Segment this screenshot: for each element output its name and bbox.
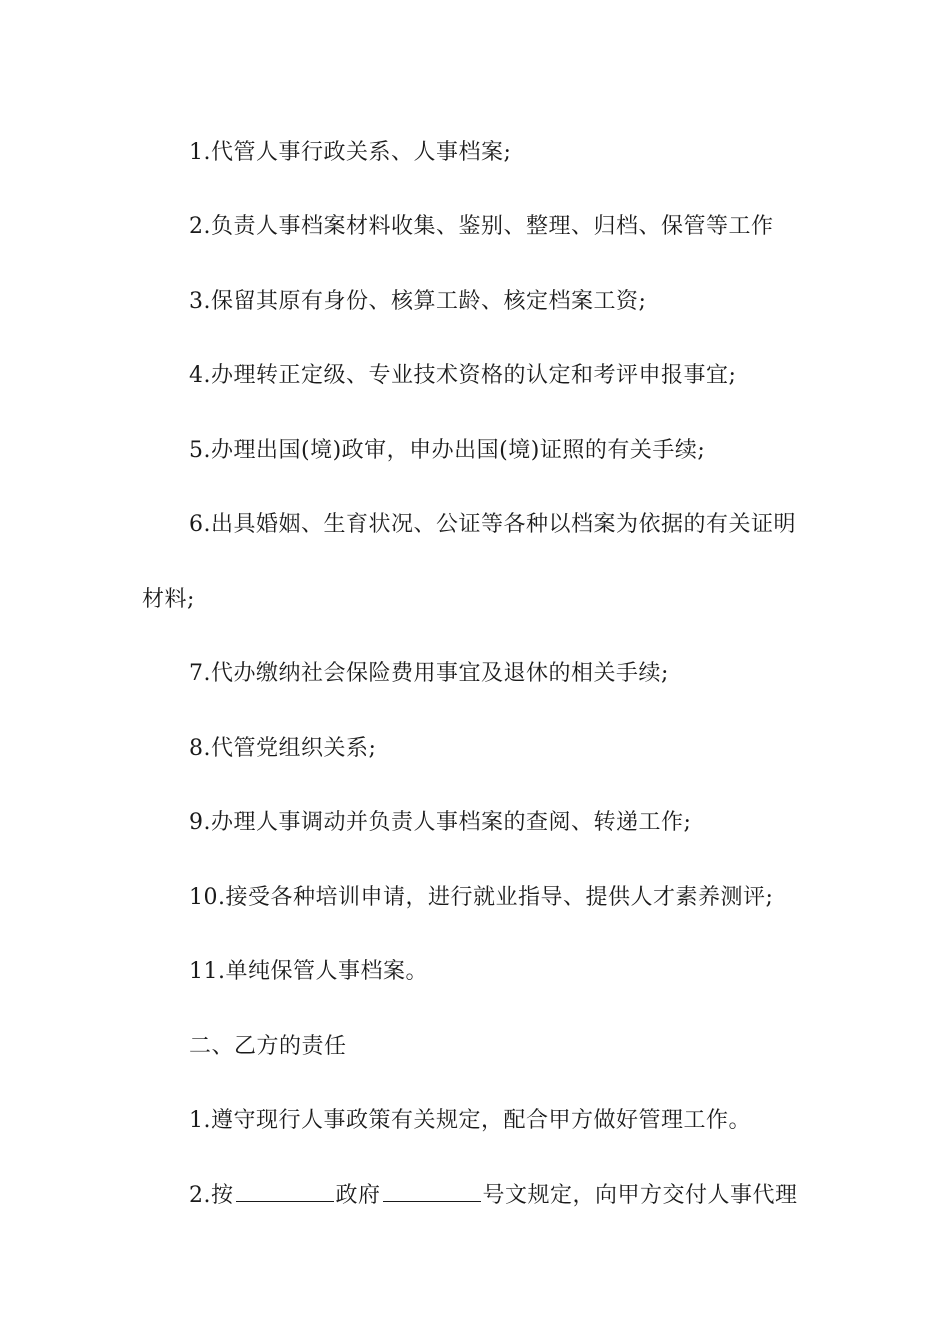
paragraph-line: 3.保留其原有身份、核算工龄、核定档案工资;: [189, 289, 647, 314]
line-text-segment: 2.按: [189, 1183, 234, 1208]
paragraph-line: 5.办理出国(境)政审，申办出国(境)证照的有关手续;: [189, 438, 706, 463]
paragraph-line: 8.代管党组织关系;: [189, 736, 377, 761]
paragraph-line: 9.办理人事调动并负责人事档案的查阅、转递工作;: [189, 810, 692, 835]
paragraph-line: 11.单纯保管人事档案。: [189, 959, 428, 984]
line-text-segment: 号文规定，向甲方交付人事代理: [482, 1183, 798, 1208]
paragraph-line: 10.接受各种培训申请，进行就业指导、提供人才素养测评;: [189, 885, 774, 910]
fill-in-blank: [236, 1181, 334, 1202]
paragraph-line: 1.代管人事行政关系、人事档案;: [189, 140, 512, 165]
fill-in-blank: [383, 1181, 481, 1202]
paragraph-line: 2.负责人事档案材料收集、鉴别、整理、归档、保管等工作: [189, 214, 774, 239]
section-heading: 二、乙方的责任: [189, 1034, 347, 1059]
paragraph-line-with-blanks: [189, 1181, 798, 1211]
paragraph-line: 7.代办缴纳社会保险费用事宜及退休的相关手续;: [189, 661, 669, 686]
paragraph-line: 材料;: [142, 587, 195, 612]
paragraph-line: 6.出具婚姻、生育状况、公证等各种以档案为依据的有关证明: [189, 512, 796, 537]
paragraph-line: 1.遵守现行人事政策有关规定，配合甲方做好管理工作。: [189, 1108, 751, 1133]
paragraph-line: 4.办理转正定级、专业技术资格的认定和考评申报事宜;: [189, 363, 737, 388]
line-text-segment: 政府: [335, 1183, 381, 1208]
